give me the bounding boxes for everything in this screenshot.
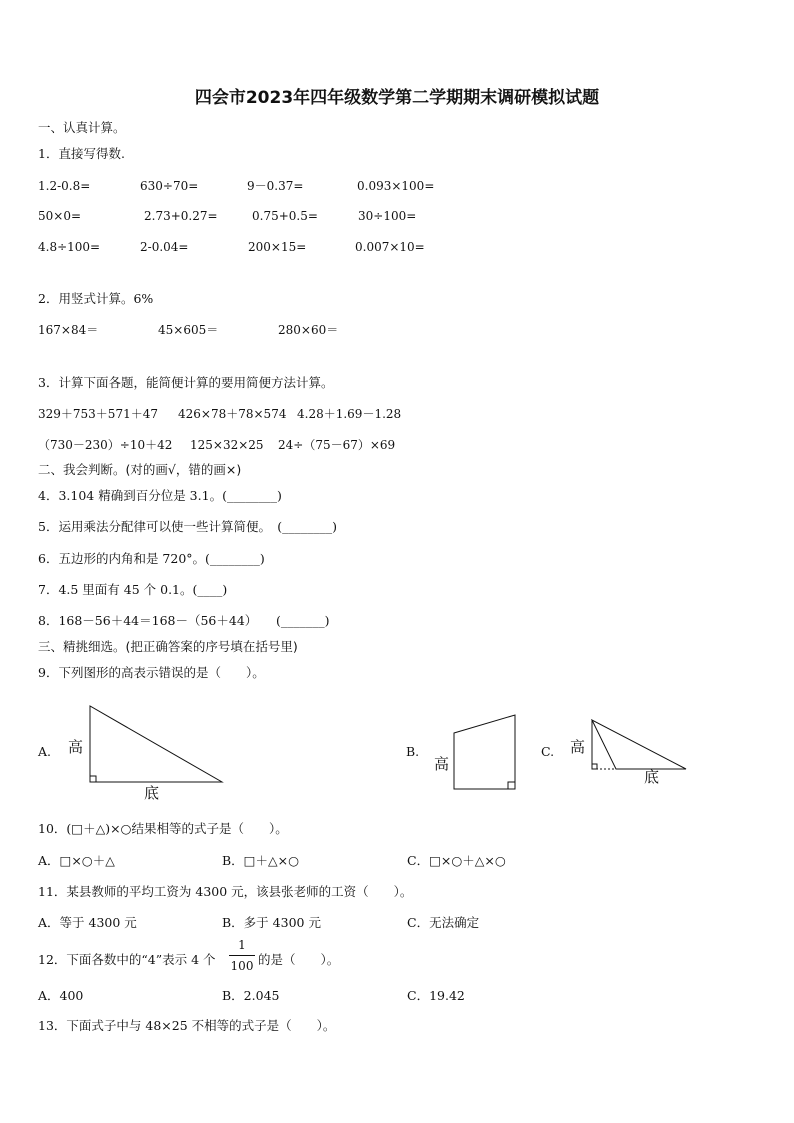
calc-item: 4.8÷100=	[38, 240, 101, 254]
vertical-calc-item: 45×605＝	[158, 323, 219, 337]
calc-item: 2-0.04=	[140, 240, 189, 254]
option-c-label: C.	[541, 744, 555, 759]
calc-item: 0.007×10=	[355, 240, 425, 254]
fraction	[229, 938, 255, 973]
choice-option: B．2.045	[222, 988, 280, 1003]
calc-item: 1.2-0.8=	[38, 179, 91, 193]
q3-label: 3．计算下面各题，能简便计算的要用简便方法计算。	[38, 375, 334, 390]
calc-item: 50×0=	[38, 209, 82, 223]
calc-item: （730－230）÷10＋42	[38, 438, 173, 452]
height-label: 高	[570, 738, 586, 756]
vertical-calc-item: 280×60＝	[278, 323, 339, 337]
option-b-label: B.	[406, 744, 420, 759]
base-label: 底	[144, 784, 160, 802]
section-2-heading: 二、我会判断。(对的画√，错的画×)	[38, 462, 242, 477]
q10-label: 10．(□＋△)×○结果相等的式子是（ ）。	[38, 821, 288, 836]
q11-label: 11．某县教师的平均工资为 4300 元，该县张老师的工资（ ）。	[38, 884, 413, 899]
calc-item: 329＋753＋571＋47	[38, 407, 158, 421]
calc-item: 9－0.37=	[247, 179, 304, 193]
height-label: 高	[434, 755, 450, 773]
calc-item: 125×32×25	[190, 438, 264, 452]
calc-item: 2.73+0.27=	[144, 209, 218, 223]
choice-option: A．等于 4300 元	[38, 915, 137, 930]
q9-label: 9．下列图形的高表示错误的是（ ）。	[38, 665, 265, 680]
choice-option: C．□×○＋△×○	[407, 853, 506, 868]
calc-item: 0.75+0.5=	[252, 209, 318, 223]
q12-label-before: 12．下面各数中的“4”表示 4 个	[38, 952, 216, 967]
calc-item: 30÷100=	[358, 209, 417, 223]
judge-item: 7．4.5 里面有 45 个 0.1。(____)	[38, 582, 228, 597]
calc-item: 0.093×100=	[357, 179, 435, 193]
q2-label: 2．用竖式计算。6%	[38, 291, 154, 306]
choice-option: C．无法确定	[407, 915, 480, 930]
height-label: 高	[68, 738, 84, 756]
judge-item: 8．168－56＋44＝168－（56＋44） (_______)	[38, 613, 330, 628]
choice-option: B．□＋△×○	[222, 853, 299, 868]
calc-item: 630÷70=	[140, 179, 199, 193]
judge-item: 4．3.104 精确到百分位是 3.1。(________)	[38, 488, 282, 503]
choice-option: C．19.42	[407, 988, 465, 1003]
section-1-heading: 一、认真计算。	[38, 120, 126, 135]
fraction-denominator: 100	[230, 959, 254, 973]
calc-item: 200×15=	[248, 240, 307, 254]
triangle-figure-c	[586, 718, 690, 774]
triangle-figure-a	[88, 704, 228, 786]
option-a-label: A.	[38, 744, 52, 759]
judge-item: 5．运用乘法分配律可以使一些计算简便。 (________)	[38, 519, 337, 534]
page-title: 四会市2023年四年级数学第二学期期末调研模拟试题	[194, 88, 600, 108]
calc-item: 426×78＋78×574	[178, 407, 287, 421]
trapezoid-figure-b	[452, 713, 520, 793]
calc-item: 4.28＋1.69－1.28	[297, 407, 402, 421]
choice-option: B．多于 4300 元	[222, 915, 321, 930]
q13-label: 13．下面式子中与 48×25 不相等的式子是（ ）。	[38, 1018, 336, 1033]
choice-option: A．□×○＋△	[38, 853, 115, 868]
judge-item: 6．五边形的内角和是 720°。(________)	[38, 551, 265, 566]
q1-label: 1．直接写得数.	[38, 146, 125, 161]
fraction-bar	[229, 955, 255, 956]
base-label: 底	[644, 768, 660, 786]
choice-option: A．400	[38, 988, 84, 1003]
calc-item: 24÷（75－67）×69	[278, 438, 396, 452]
fraction-numerator: 1	[238, 938, 246, 952]
vertical-calc-item: 167×84＝	[38, 323, 99, 337]
section-3-heading: 三、精挑细选。(把正确答案的序号填在括号里)	[38, 639, 298, 654]
q12-label-after: 的是（ ）。	[258, 952, 340, 967]
